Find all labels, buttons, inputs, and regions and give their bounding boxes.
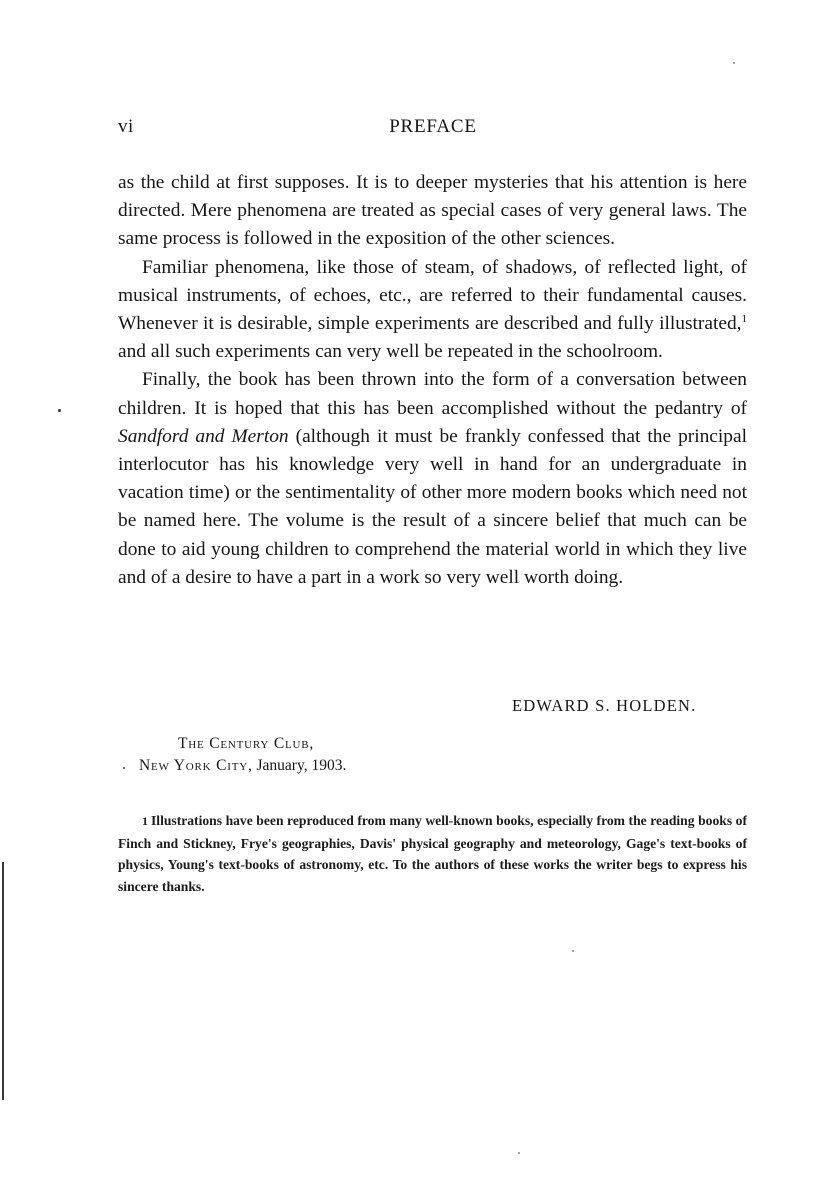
scan-speck	[572, 950, 574, 952]
paragraph-3-text-after: (although it must be frankly confessed that the principal interlocutor has his knowledge very well in hand for an undergraduate in vacation time) or the sentimentality of other more modern books which need not be named here. The volume is the result of a sincere belief that much can be done to aid young children to comprehend the material world in which they live and of a desire to have a part in a work so very well worth doing.	[118, 425, 747, 588]
footnote-reference[interactable]: 1	[741, 313, 747, 326]
page-header	[118, 116, 748, 142]
footnote-mark: 1	[142, 814, 148, 828]
paragraph-2-text-after: and all such experiments can very well be repeated in the schoolroom.	[118, 341, 663, 363]
running-head: PREFACE	[389, 116, 477, 137]
book-title-italic: Sandford and Merton	[118, 425, 289, 447]
scan-speck	[733, 62, 735, 64]
paragraph-1	[118, 169, 747, 254]
footnote	[118, 810, 747, 897]
dateline-city: New York City,	[139, 757, 253, 774]
scan-edge-line	[2, 862, 4, 1100]
footnote-text: Illustrations have been reproduced from many well-known books, especially from the reading books of Finch and Stickney, Frye's geographies, Davis' physical geography and meteorology, Gage's text-books of physics, Young's text-books of astronomy, etc. To the authors of these works the writer begs to express his sincere thanks.	[118, 813, 747, 894]
scan-speck	[518, 1152, 520, 1154]
paragraph-3-text-before: Finally, the book has been thrown into the form of a conversation between children. It is hoped that this has been accomplished without the pedantry of	[118, 369, 747, 419]
paragraph-1-text: as the child at first supposes. It is to deeper mysteries that his attention is here directed. Mere phenomena are treated as special cases of very general laws. The same process is followed in the exposition of the other sciences.	[118, 172, 747, 250]
page-number: vi	[118, 116, 134, 137]
scan-speck	[58, 409, 61, 412]
paragraph-2-text-before: Familiar phenomena, like those of steam, of shadows, of reflected light, of musical instruments, of echoes, etc., are referred to their fundamental causes. Whenever it is desirable, simple experiments are described and fully illustrated,	[118, 256, 747, 335]
dateline-date: January, 1903.	[252, 757, 347, 774]
dateline-place-date	[118, 755, 346, 777]
dateline	[118, 733, 346, 777]
paragraph-2	[118, 254, 747, 367]
author-signature: EDWARD S. HOLDEN.	[512, 696, 697, 715]
body-text	[118, 169, 747, 592]
paragraph-3	[118, 366, 747, 592]
dateline-place-club: The Century Club,	[178, 735, 315, 752]
